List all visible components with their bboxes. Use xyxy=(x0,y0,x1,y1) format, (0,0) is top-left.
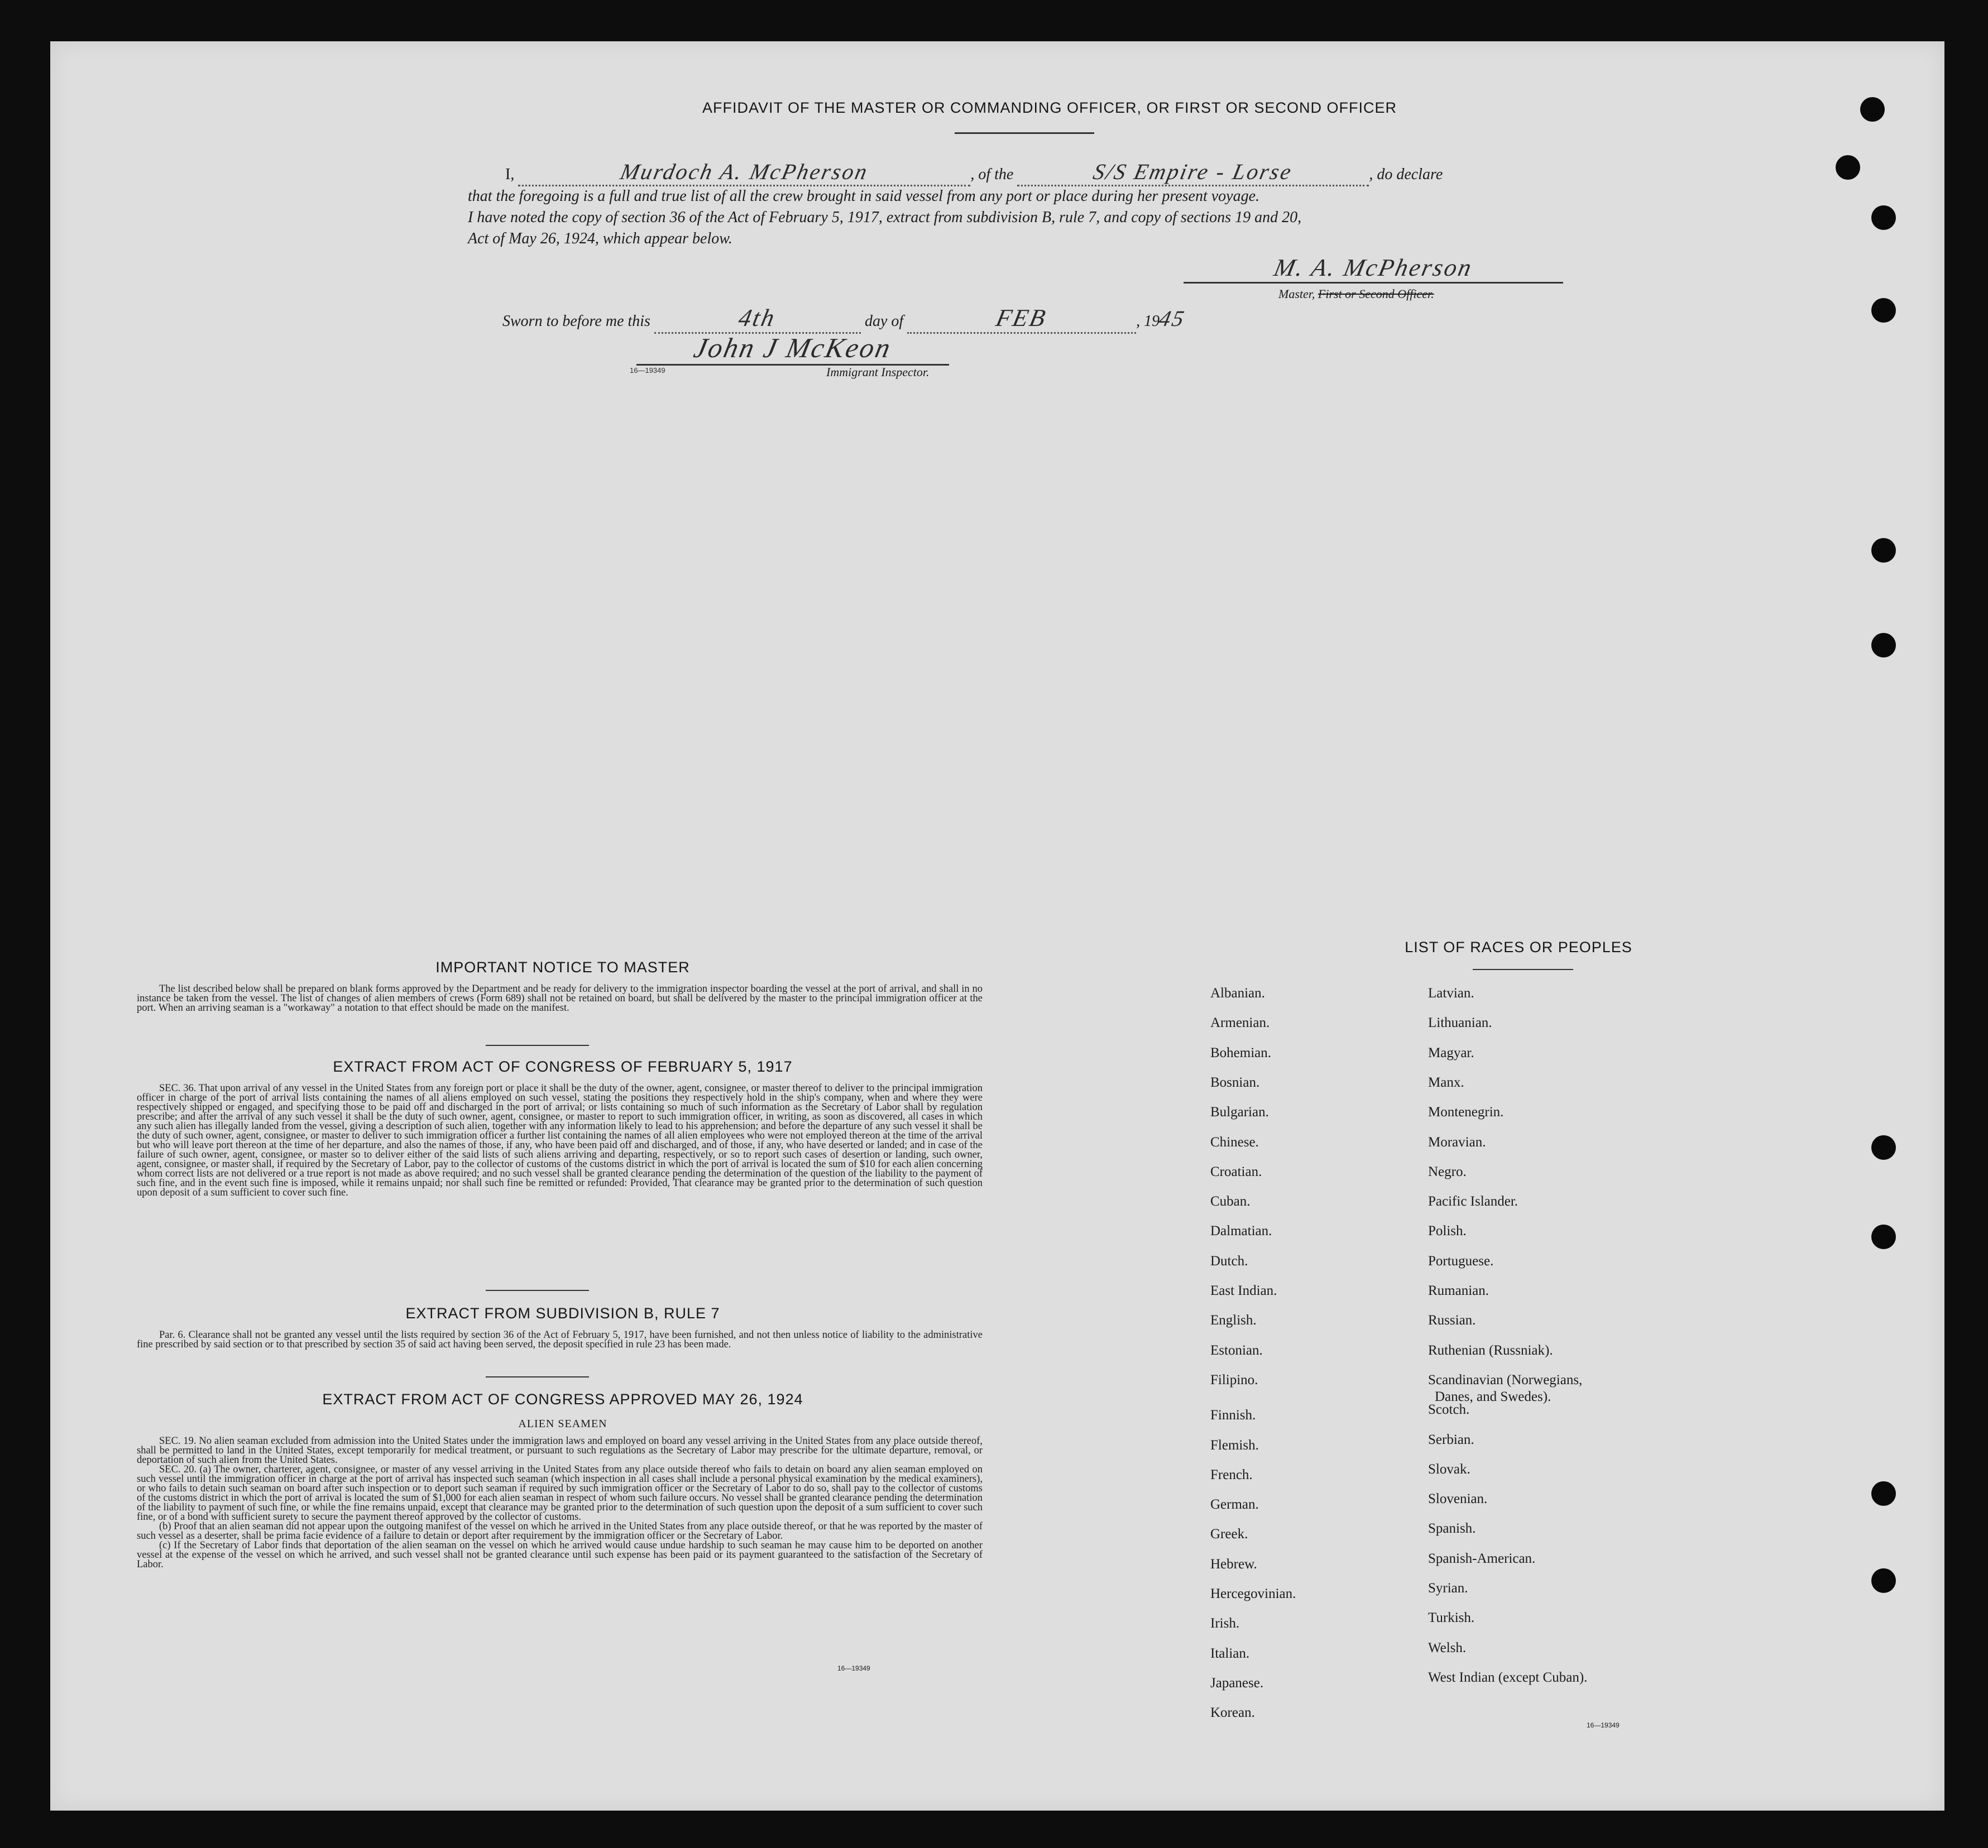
of-the-label: , of the xyxy=(970,166,1014,183)
race-item: Croatian. xyxy=(1210,1164,1262,1179)
section-20c-paragraph: (c) If the Secretary of Labor finds that deportation of the alien seaman on the vessel on which he arrived would cause undue hardship to such seaman he may cause him to be deported on another vessel at the expense of the vessel on which he arrived, and such vessel shall not be granted clearance until such expense has been paid or its payment guaranteed to the satisfaction of the Secretary of Labor. xyxy=(137,1540,983,1570)
sworn-day-field xyxy=(654,304,861,334)
race-item: Portuguese. xyxy=(1428,1253,1494,1269)
race-item: East Indian. xyxy=(1210,1283,1277,1298)
affidavit-line-2: that the foregoing is a full and true list of all the crew brought in said vessel from any port or place during her present voyage. xyxy=(468,188,1260,205)
extract-1917-text xyxy=(137,1084,983,1198)
extract-1917-title: EXTRACT FROM ACT OF CONGRESS OF FEBRUARY 5, 1917 xyxy=(333,1058,793,1075)
affidavit-line-4: Act of May 26, 1924, which appear below. xyxy=(468,230,732,247)
punch-hole-icon xyxy=(1871,1568,1896,1593)
signer-caption-master: Master, xyxy=(1278,287,1315,301)
punch-hole-icon xyxy=(1871,633,1896,657)
sworn-day-handwriting: 4th xyxy=(736,304,779,332)
punch-hole-icon xyxy=(1871,1225,1896,1249)
extract-1924-subtitle: ALIEN SEAMEN xyxy=(518,1418,607,1430)
race-item: Greek. xyxy=(1210,1527,1248,1542)
race-item: Spanish-American. xyxy=(1428,1551,1536,1566)
sworn-month-handwriting: FEB xyxy=(994,304,1050,332)
day-of-label: day of xyxy=(864,313,904,330)
race-item: Dalmatian. xyxy=(1210,1223,1272,1239)
master-signature-handwriting: M. A. McPherson xyxy=(1271,254,1476,281)
race-item: Manx. xyxy=(1428,1074,1464,1090)
year-prefix: , 19 xyxy=(1136,313,1160,330)
form-number: 16—19349 xyxy=(1587,1721,1620,1729)
notice-title: IMPORTANT NOTICE TO MASTER xyxy=(435,959,690,976)
punch-hole-icon xyxy=(1836,155,1860,180)
section-19-paragraph: SEC. 19. No alien seaman excluded from admission into the United States under the immigration laws and employed on board any vessel arriving in the United States from any place outside thereof, shall be permitted to land in the United States, except temporarily for medical treatment, or pursuant to such regulations as the Secretary of Labor may prescribe for the ultimate departure, removal, or deportation of such alien from the United States. xyxy=(137,1436,983,1466)
sworn-month-field xyxy=(907,304,1136,334)
race-item: Pacific Islander. xyxy=(1428,1194,1518,1209)
form-number: 16—19349 xyxy=(837,1664,870,1672)
document-page xyxy=(50,41,1944,1811)
section-20a-paragraph: SEC. 20. (a) The owner, charterer, agent, consignee, or master of any vessel arriving in the United States from any place outside thereof who fails to detain on board any alien seaman employed on such vessel until the immigration officer in charge at the port of arrival has inspected such seaman (which inspection in all cases shall include a personal physical examination by the medical examiners), or who fails to detain such seaman on board after such inspection or to deport such seaman if required by such immigration officer or the Secretary of Labor to do so, shall pay to the collector of customs of the customs district in which the port of arrival is located the sum of $1,000 for each alien seaman in respect of whom such failure occurs. No vessel shall be granted clearance pending the determination of the liability to payment of such fine, or while the fine remains unpaid, except that clearance may be granted prior to the determination of such question upon the deposit of a sum sufficient to cover such fine, or of a bond with sufficient surety to secure the payment thereof approved by the collector of customs. xyxy=(137,1464,983,1523)
inspector-signature-handwriting: John J McKeon xyxy=(691,332,895,363)
declarant-prefix: I, xyxy=(505,166,515,183)
form-number: 16—19349 xyxy=(630,366,665,375)
race-item: Albanian. xyxy=(1210,986,1265,1001)
master-name-handwriting: Murdoch A. McPherson xyxy=(617,159,871,184)
race-item: Hercegovinian. xyxy=(1210,1586,1296,1601)
race-item: Dutch. xyxy=(1210,1253,1248,1269)
paragraph-6: Par. 6. Clearance shall not be granted any vessel until the lists required by section 36 of the Act of February 5, 1917, have been furnished, and not then unless notice of liability to the administrative fine prescribed by said section or to that prescribed by section 35 of said act having been served, the deposit specified in rule 23 has been made. xyxy=(137,1329,983,1350)
race-item: Finnish. xyxy=(1210,1408,1256,1423)
extract-rule7-title: EXTRACT FROM SUBDIVISION B, RULE 7 xyxy=(405,1305,720,1322)
punch-hole-icon xyxy=(1871,205,1896,230)
punch-hole-icon xyxy=(1871,1135,1896,1160)
race-item: Scandinavian (Norwegians, xyxy=(1428,1372,1583,1388)
race-item: Cuban. xyxy=(1210,1194,1251,1209)
affidavit-line-1 xyxy=(505,159,1443,186)
signer-caption-struck: First or Second Officer. xyxy=(1318,287,1434,301)
sworn-line xyxy=(502,304,1188,334)
race-item: West Indian (except Cuban). xyxy=(1428,1669,1588,1685)
punch-hole-icon xyxy=(1871,1481,1896,1506)
divider xyxy=(955,132,1094,134)
inspector-signature xyxy=(636,332,949,366)
punch-hole-icon xyxy=(1871,538,1896,563)
extract-rule7-text xyxy=(137,1331,983,1350)
race-item: Korean. xyxy=(1210,1705,1255,1721)
race-item: Ruthenian (Russniak). xyxy=(1428,1342,1553,1358)
race-item: Welsh. xyxy=(1428,1640,1467,1655)
section-36-paragraph: SEC. 36. That upon arrival of any vessel in the United States from any foreign port or place it shall be the duty of the owner, agent, consignee, or master thereof to deliver to the principal immigration officer in charge of the port of arrival lists containing the names of all aliens employed on such vessel, stating the positions they respectively hold in the ship's company, when and where they were respectively shipped or engaged, and specifying those to be paid off and discharged in the port of arrival; or lists containing so much of such information as the Secretary of Labor shall by regulation prescribe; and after the arrival of any such vessel it shall be the duty of such owner, agent, consignee, or master to report to such immigration officer, in writing, as soon as discovered, all cases in which any such alien has illegally landed from the vessel, giving a description of such alien, together with any information likely to lead to his apprehension; and before the departure of any such vessel it shall be the duty of such owner, agent, consignee, or master to deliver to such immigration officer a further list containing the names of all alien employees who were not employed thereon at the time of the arrival but who will leave port thereon at the time of her departure, and also the names of those, if any, who have been paid off and discharged, and of those, if any, who have deserted or landed; and in case of the failure of such owner, agent, consignee, or master so to deliver either of the said lists of such aliens arriving and departing, respectively, or so to report such cases of desertion or landing, such owner, agent, consignee, or master shall, if required by the Secretary of Labor, pay to the collector of customs of the customs district in which the port of arrival is located the sum of $10 for each alien concerning whom correct lists are not delivered or a true report is not made as above required; and no such vessel shall be granted clearance pending the determination of the question of the liability to the payment of such fine, and in the event such fine is imposed, while it remains unpaid; nor shall such fine be remitted or refunded: Provided, That clearance may be granted prior to the determination of such question upon deposit of a sum sufficient to cover such fine. xyxy=(137,1083,983,1198)
race-item: Magyar. xyxy=(1428,1045,1474,1060)
race-item: Latvian. xyxy=(1428,986,1474,1001)
master-name-field xyxy=(518,159,970,186)
race-item: Hebrew. xyxy=(1210,1556,1257,1572)
race-item: Scotch. xyxy=(1428,1402,1470,1418)
race-item: Slovenian. xyxy=(1428,1491,1488,1507)
race-item: Negro. xyxy=(1428,1164,1467,1179)
race-item: German. xyxy=(1210,1497,1259,1513)
race-item: Polish. xyxy=(1428,1223,1467,1239)
race-item: Irish. xyxy=(1210,1616,1240,1631)
race-item: French. xyxy=(1210,1467,1253,1482)
race-item: Filipino. xyxy=(1210,1372,1258,1388)
race-item: Armenian. xyxy=(1210,1015,1270,1031)
race-item: Japanese. xyxy=(1210,1675,1264,1691)
do-declare-label: , do declare xyxy=(1369,166,1443,183)
section-20b-paragraph: (b) Proof that an alien seaman did not appear upon the outgoing manifest of the vessel on which he arrived in the United States from any place outside thereof, or that he was reported by the master of such vessel as a deserter, shall be prima facie evidence of a failure to detain or deport after requirement by the immigration officer or the Secretary of Labor. xyxy=(137,1521,983,1542)
race-item: Rumanian. xyxy=(1428,1283,1489,1298)
race-item: Italian. xyxy=(1210,1645,1250,1661)
race-item: Danes, and Swedes). xyxy=(1435,1389,1551,1404)
affidavit-line-3: I have noted the copy of section 36 of the Act of February 5, 1917, extract from subdivision B, rule 7, and copy of sections 19 and 20, xyxy=(468,209,1302,226)
extract-1924-text xyxy=(137,1437,983,1569)
race-item: English. xyxy=(1210,1313,1257,1328)
notice-paragraph: The list described below shall be prepared on blank forms approved by the Department and be ready for delivery to the immigration inspector boarding the vessel at the port of arrival, and shall in no instance be taken from the vessel. The list of changes of alien members of crews (Form 689) shall not be retained on board, but shall be delivered by the master to the principal immigration officer at the port. When an arriving seaman is a "workaway" a notation to that effect should be made on the manifest. xyxy=(137,983,983,1014)
divider xyxy=(486,1290,589,1291)
race-item: Bulgarian. xyxy=(1210,1105,1269,1120)
race-item: Lithuanian. xyxy=(1428,1015,1492,1031)
race-item: Estonian. xyxy=(1210,1342,1263,1358)
race-item: Montenegrin. xyxy=(1428,1105,1504,1120)
vessel-name-field xyxy=(1017,159,1369,186)
punch-hole-icon xyxy=(1871,298,1896,323)
divider xyxy=(486,1045,589,1046)
extract-1924-title: EXTRACT FROM ACT OF CONGRESS APPROVED MAY 26, 1924 xyxy=(322,1391,803,1408)
divider xyxy=(1473,969,1573,970)
race-item: Moravian. xyxy=(1428,1134,1486,1150)
race-item: Syrian. xyxy=(1428,1581,1468,1596)
race-item: Flemish. xyxy=(1210,1437,1259,1453)
master-signature xyxy=(1184,253,1563,284)
race-item: Serbian. xyxy=(1428,1432,1474,1447)
race-item: Russian. xyxy=(1428,1313,1476,1328)
sworn-prefix: Sworn to before me this xyxy=(502,313,650,330)
race-item: Chinese. xyxy=(1210,1134,1259,1150)
signer-caption xyxy=(1278,287,1434,301)
divider xyxy=(486,1376,589,1377)
race-item: Spanish. xyxy=(1428,1521,1476,1537)
notice-text xyxy=(137,985,983,1013)
race-item: Bohemian. xyxy=(1210,1045,1272,1060)
vessel-name-handwriting: S/S Empire - Lorse xyxy=(1091,159,1296,184)
sworn-year-handwriting: 45 xyxy=(1157,306,1188,331)
races-title: LIST OF RACES OR PEOPLES xyxy=(1405,939,1632,956)
inspector-caption: Immigrant Inspector. xyxy=(826,365,930,379)
race-item: Bosnian. xyxy=(1210,1074,1260,1090)
race-item: Slovak. xyxy=(1428,1461,1470,1477)
race-item: Turkish. xyxy=(1428,1610,1475,1626)
affidavit-title: AFFIDAVIT OF THE MASTER OR COMMANDING OFFICER, OR FIRST OR SECOND OFFICER xyxy=(702,99,1397,116)
punch-hole-icon xyxy=(1860,97,1885,122)
